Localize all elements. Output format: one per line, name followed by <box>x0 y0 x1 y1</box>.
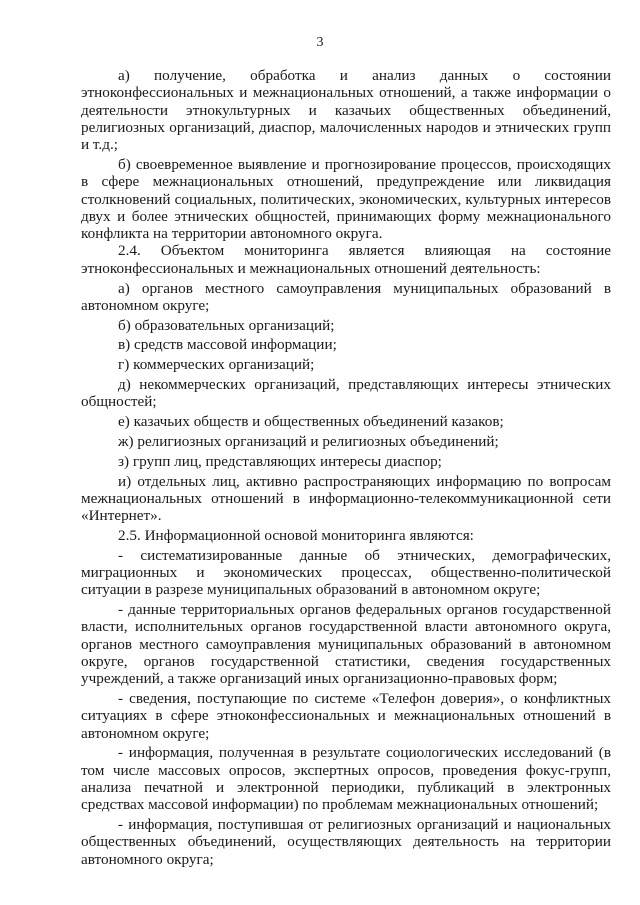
list-item-zh: ж) религиозных организаций и религиозных объединений; <box>118 432 499 450</box>
dash-item-3: - сведения, поступающие по системе «Телефон доверия», о конфликтных ситуациях в сфере этноконфессиональных и межнациональных отношений в автономном округе; <box>81 690 611 742</box>
paragraph-item-b: б) своевременное выявление и прогнозирование процессов, происходящих в сфере межнациональных отношений, предупреждение или ликвидация столкновений социальных, политических, экономических, культурных интересов двух и более этнических общностей, принимающих форму межнационального конфликта на территории автономного округа. <box>81 155 611 243</box>
list-item-d: д) некоммерческих организаций, представляющих интересы этнических общностей; <box>81 376 611 411</box>
list-item-a: а) органов местного самоуправления муниципальных образований в автономном округе; <box>81 279 611 314</box>
paragraph-2-5: 2.5. Информационной основой мониторинга являются: <box>118 526 474 544</box>
list-item-b: б) образовательных организаций; <box>118 316 335 334</box>
paragraph-item-a: а) получение, обработка и анализ данных о состоянии этноконфессиональных и межнациональных отношений, а также информации о деятельности этнокультурных и казачьих общественных объединений, религиозных организаций, диаспор, малочисленных народов и этнических групп и т.д.; <box>81 67 611 154</box>
list-item-v: в) средств массовой информации; <box>118 336 337 354</box>
document-body <box>81 67 611 868</box>
list-item-i: и) отдельных лиц, активно распространяющих информацию по вопросам межнациональных отношений в информационно-телекоммуникационной сети «Интернет». <box>81 472 611 525</box>
list-item-g: г) коммерческих организаций; <box>118 356 315 374</box>
dash-item-5: - информация, поступившая от религиозных организаций и национальных общественных объединений, осуществляющих деятельность на территории автономного округа; <box>81 816 611 868</box>
list-item-e: е) казачьих обществ и общественных объединений казаков; <box>118 413 504 431</box>
dash-item-2: - данные территориальных органов федеральных органов государственной власти, исполнительных органов государственной власти автономного округа, органов местного самоуправления муниципальных образований в автономном округе, органов государственной статистики, сведения государственных учреждений, а также организаций иных организационно-правовых форм; <box>81 601 611 688</box>
dash-item-4: - информация, полученная в результате социологических исследований (в том числе массовых опросов, экспертных опросов, проведения фокус-групп, анализа печатной и электронной периодики, публикаций в электронных средствах массовой информации) по проблемам межнациональных отношений; <box>81 744 611 814</box>
list-item-z: з) групп лиц, представляющих интересы диаспор; <box>118 452 442 470</box>
page-number: 3 <box>316 35 324 50</box>
dash-item-1: - систематизированные данные об этнических, демографических, миграционных и экономических процессах, общественно-политической ситуации в разрезе муниципальных образований в автономном округе; <box>81 546 611 599</box>
paragraph-2-4: 2.4. Объектом мониторинга является влияющая на состояние этноконфессиональных и межнациональных отношений деятельность: <box>81 242 611 277</box>
